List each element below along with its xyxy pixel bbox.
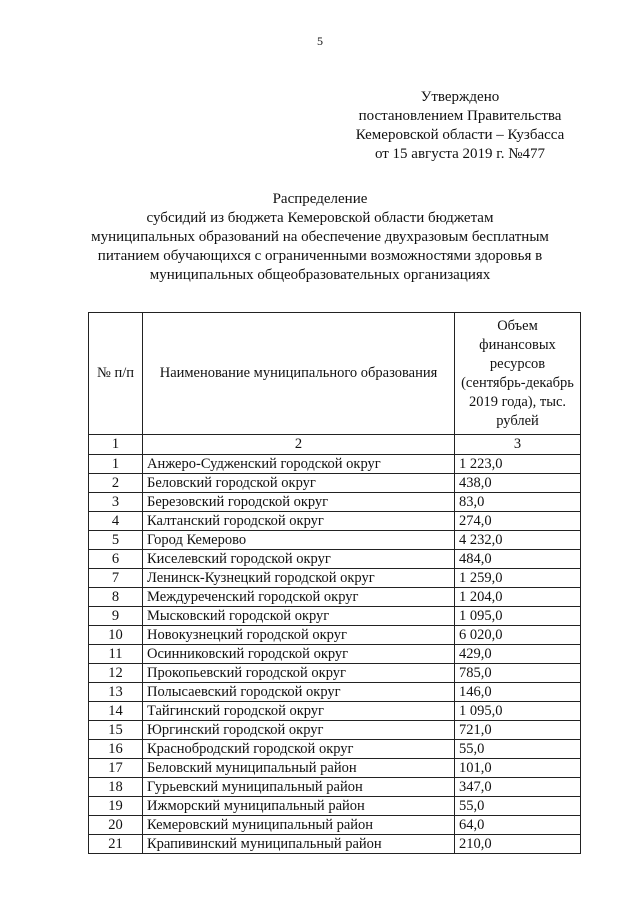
funding-value: 101,0 [455, 759, 581, 778]
row-number: 10 [89, 626, 143, 645]
table-row [89, 569, 581, 588]
municipality-name: Междуреченский городской округ [143, 588, 455, 607]
header-num: № п/п [89, 313, 143, 435]
table-row [89, 645, 581, 664]
row-number: 6 [89, 550, 143, 569]
row-number: 17 [89, 759, 143, 778]
funding-value: 1 204,0 [455, 588, 581, 607]
municipality-name: Юргинский городской округ [143, 721, 455, 740]
row-number: 3 [89, 493, 143, 512]
approval-line: постановлением Правительства [358, 108, 562, 124]
row-number: 19 [89, 797, 143, 816]
municipality-name: Тайгинский городской округ [143, 702, 455, 721]
table-body [89, 455, 581, 854]
row-number: 1 [89, 455, 143, 474]
column-index-row [89, 435, 581, 455]
funding-value: 1 223,0 [455, 455, 581, 474]
municipality-name: Ижморский муниципальный район [143, 797, 455, 816]
municipality-name: Гурьевский муниципальный район [143, 778, 455, 797]
table-header-row [89, 313, 581, 435]
municipality-name: Калтанский городской округ [143, 512, 455, 531]
table-row [89, 778, 581, 797]
table-row [89, 664, 581, 683]
table-row [89, 797, 581, 816]
municipality-name: Краснобродский городской округ [143, 740, 455, 759]
index-cell: 2 [143, 435, 455, 455]
title-line: питанием обучающихся с ограниченными возможностями здоровья в [97, 248, 543, 264]
approval-line: Утверждено [420, 89, 500, 105]
table-row [89, 816, 581, 835]
funding-value: 274,0 [455, 512, 581, 531]
title-line: Распределение [272, 191, 368, 207]
funding-value: 438,0 [455, 474, 581, 493]
row-number: 18 [89, 778, 143, 797]
funding-value: 484,0 [455, 550, 581, 569]
row-number: 4 [89, 512, 143, 531]
municipality-name: Новокузнецкий городской округ [143, 626, 455, 645]
funding-value: 1 259,0 [455, 569, 581, 588]
municipality-name: Крапивинский муниципальный район [143, 835, 455, 854]
page-number: 5 [317, 34, 323, 48]
approval-line: от 15 августа 2019 г. №477 [374, 146, 546, 162]
table-row [89, 550, 581, 569]
row-number: 12 [89, 664, 143, 683]
funding-value: 1 095,0 [455, 702, 581, 721]
row-number: 7 [89, 569, 143, 588]
row-number: 8 [89, 588, 143, 607]
approval-line: Кемеровской области – Кузбасса [355, 127, 565, 143]
title-line: муниципальных образований на обеспечение двухразовым бесплатным [91, 229, 549, 245]
municipality-name: Березовский городской округ [143, 493, 455, 512]
funding-value: 721,0 [455, 721, 581, 740]
row-number: 20 [89, 816, 143, 835]
table-row [89, 626, 581, 645]
row-number: 15 [89, 721, 143, 740]
municipality-name: Беловский городской округ [143, 474, 455, 493]
index-cell: 1 [89, 435, 143, 455]
row-number: 11 [89, 645, 143, 664]
index-cell: 3 [455, 435, 581, 455]
row-number: 2 [89, 474, 143, 493]
municipality-name: Кемеровский муниципальный район [143, 816, 455, 835]
row-number: 13 [89, 683, 143, 702]
document-title [60, 190, 580, 285]
funding-value: 429,0 [455, 645, 581, 664]
approval-stamp [330, 88, 590, 164]
table-row [89, 512, 581, 531]
municipality-name: Прокопьевский городской округ [143, 664, 455, 683]
row-number: 21 [89, 835, 143, 854]
table-row [89, 835, 581, 854]
table-row [89, 455, 581, 474]
table-row [89, 588, 581, 607]
municipality-name: Город Кемерово [143, 531, 455, 550]
municipality-name: Беловский муниципальный район [143, 759, 455, 778]
title-line: муниципальных общеобразовательных организациях [149, 267, 491, 283]
table-row [89, 474, 581, 493]
header-volume: Объем финансовых ресурсов (сентябрь-декабрь 2019 года), тыс. рублей [455, 313, 581, 435]
funding-value: 83,0 [455, 493, 581, 512]
table-row [89, 683, 581, 702]
row-number: 16 [89, 740, 143, 759]
funding-value: 347,0 [455, 778, 581, 797]
table-row [89, 740, 581, 759]
municipality-name: Мысковский городской округ [143, 607, 455, 626]
table-row [89, 607, 581, 626]
table-row [89, 531, 581, 550]
funding-value: 55,0 [455, 797, 581, 816]
municipality-name: Анжеро-Судженский городской округ [143, 455, 455, 474]
funding-value: 4 232,0 [455, 531, 581, 550]
title-line: субсидий из бюджета Кемеровской области бюджетам [146, 210, 494, 226]
funding-value: 210,0 [455, 835, 581, 854]
funding-value: 785,0 [455, 664, 581, 683]
table-row [89, 721, 581, 740]
row-number: 5 [89, 531, 143, 550]
table-row [89, 702, 581, 721]
table-row [89, 493, 581, 512]
funding-value: 146,0 [455, 683, 581, 702]
row-number: 9 [89, 607, 143, 626]
municipality-name: Осинниковский городской округ [143, 645, 455, 664]
funding-value: 55,0 [455, 740, 581, 759]
municipality-name: Ленинск-Кузнецкий городской округ [143, 569, 455, 588]
municipality-name: Полысаевский городской округ [143, 683, 455, 702]
table-row [89, 759, 581, 778]
funding-value: 1 095,0 [455, 607, 581, 626]
distribution-table [88, 312, 581, 854]
header-name: Наименование муниципального образования [143, 313, 455, 435]
funding-value: 6 020,0 [455, 626, 581, 645]
municipality-name: Киселевский городской округ [143, 550, 455, 569]
row-number: 14 [89, 702, 143, 721]
funding-value: 64,0 [455, 816, 581, 835]
